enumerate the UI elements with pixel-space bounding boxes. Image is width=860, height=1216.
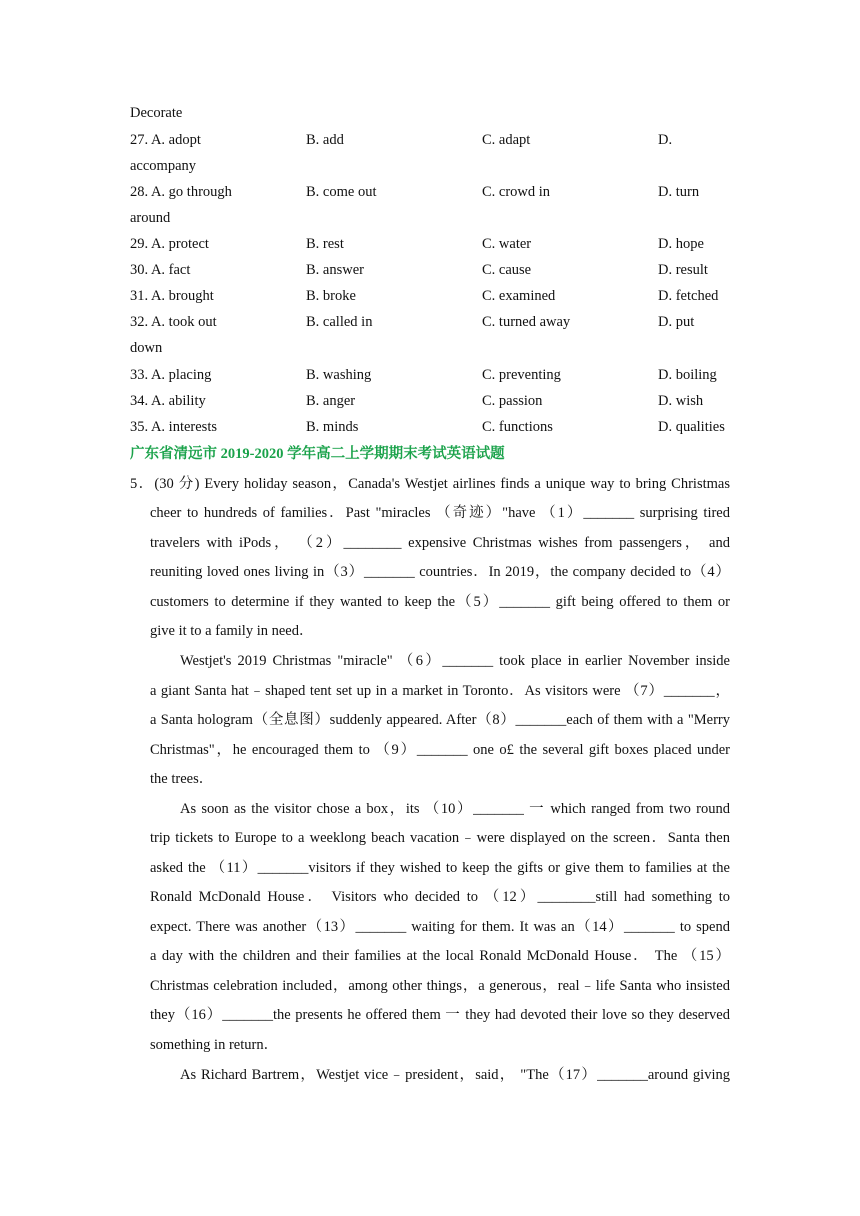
- option-c: C. examined: [482, 288, 556, 304]
- passage-line: expect. There was another（13）_______ waiting for them. It was an（14）_______ to spend: [150, 919, 730, 935]
- option-d: D. hope: [658, 236, 704, 252]
- option-d: D. turn: [658, 184, 700, 200]
- passage-line: Christmas"，he encouraged them to （9）_______ one o£ the several gift boxes placed under: [150, 742, 730, 758]
- passage-line: asked the （11）_______visitors if they wished to keep the gifts or give them to families at the: [150, 860, 730, 876]
- passage-line: 5．(30 分) Every holiday season，Canada's Westjet airlines finds a unique way to bring Christmas: [130, 476, 730, 492]
- passage-line: a Santa hologram（全息图）suddenly appeared. After（8）_______each of them with a "Merry: [150, 712, 730, 728]
- passage-line: Ronald McDonald House． Visitors who decided to （12）________still had something to: [150, 889, 730, 905]
- option-b: B. broke: [306, 288, 356, 304]
- passage-line: reuniting loved ones living in（3）_______ countries．In 2019，the company decided to（4）: [150, 564, 730, 580]
- option-text: Decorate: [130, 105, 183, 121]
- option-c: C. water: [482, 236, 532, 252]
- option-c: C. turned away: [482, 314, 571, 330]
- option-row: [130, 130, 730, 150]
- option-d: D.: [658, 132, 673, 148]
- option-d: D. put: [658, 314, 695, 330]
- passage-line: trip tickets to Europe to a weeklong beach vacation﹣were displayed on the screen．Santa then: [150, 830, 730, 846]
- passage-line: the trees．: [150, 771, 214, 787]
- passage-line: something in return．: [150, 1037, 279, 1053]
- option-b: B. minds: [306, 419, 359, 435]
- passage-line: give it to a family in need．: [150, 623, 314, 639]
- option-wrap: accompany: [130, 158, 197, 174]
- option-d: D. boiling: [658, 367, 717, 383]
- option-d: D. wish: [658, 393, 704, 409]
- option-c: C. functions: [482, 419, 553, 435]
- option-c: C. adapt: [482, 132, 531, 148]
- option-b: B. add: [306, 132, 344, 148]
- option-b: B. anger: [306, 393, 356, 409]
- option-row: [130, 182, 730, 202]
- option-b: B. answer: [306, 262, 364, 278]
- passage-line: a giant Santa hat﹣shaped tent set up in a market in Toronto．As visitors were （7）_______，: [150, 683, 730, 699]
- option-a: 31. A. brought: [130, 288, 214, 304]
- option-wrap: down: [130, 340, 163, 356]
- option-row: [130, 417, 730, 437]
- option-c: C. preventing: [482, 367, 561, 383]
- section-heading: 广东省清远市 2019-2020 学年高二上学期期末考试英语试题: [130, 446, 505, 462]
- option-d: D. qualities: [658, 419, 725, 435]
- option-b: B. washing: [306, 367, 372, 383]
- option-a: 29. A. protect: [130, 236, 209, 252]
- passage-line: Westjet's 2019 Christmas "miracle" （6）_______ took place in earlier November inside: [180, 653, 730, 669]
- option-c: C. passion: [482, 393, 543, 409]
- passage-line: Christmas celebration included，among other things，a generous，real﹣life Santa who insisted: [150, 978, 730, 994]
- option-a: 27. A. adopt: [130, 132, 201, 148]
- option-a: 35. A. interests: [130, 419, 217, 435]
- passage-line: a day with the children and their families at the local Ronald McDonald House． The （15）: [150, 948, 730, 964]
- passage-line: cheer to hundreds of families．Past "miracles （奇迹）"have （1）_______ surprising tired: [150, 505, 730, 521]
- option-a: 28. A. go through: [130, 184, 232, 200]
- passage-line: they（16）_______the presents he offered them 一 they had devoted their love so they deserved: [150, 1007, 730, 1023]
- option-d: D. fetched: [658, 288, 719, 304]
- option-b: B. called in: [306, 314, 373, 330]
- option-b: B. come out: [306, 184, 377, 200]
- option-row: [130, 234, 730, 254]
- option-c: C. cause: [482, 262, 532, 278]
- option-row: [130, 286, 730, 306]
- option-wrap: around: [130, 210, 171, 226]
- passage-line: travelers with iPods， （2）________ expensive Christmas wishes from passengers， and: [150, 535, 730, 551]
- option-row: [130, 365, 730, 385]
- option-row: [130, 260, 730, 280]
- option-c: C. crowd in: [482, 184, 551, 200]
- passage-line: customers to determine if they wanted to keep the（5）_______ gift being offered to them or: [150, 594, 730, 610]
- option-row: [130, 391, 730, 411]
- option-row: [130, 312, 730, 332]
- option-a: 30. A. fact: [130, 262, 191, 278]
- passage-line: As soon as the visitor chose a box，its （10）_______ 一 which ranged from two round: [180, 801, 730, 817]
- option-a: 32. A. took out: [130, 314, 217, 330]
- passage-line: As Richard Bartrem，Westjet vice﹣president，said， "The（17）_______around giving: [180, 1067, 730, 1083]
- option-d: D. result: [658, 262, 708, 278]
- option-a: 34. A. ability: [130, 393, 206, 409]
- option-b: B. rest: [306, 236, 344, 252]
- option-a: 33. A. placing: [130, 367, 212, 383]
